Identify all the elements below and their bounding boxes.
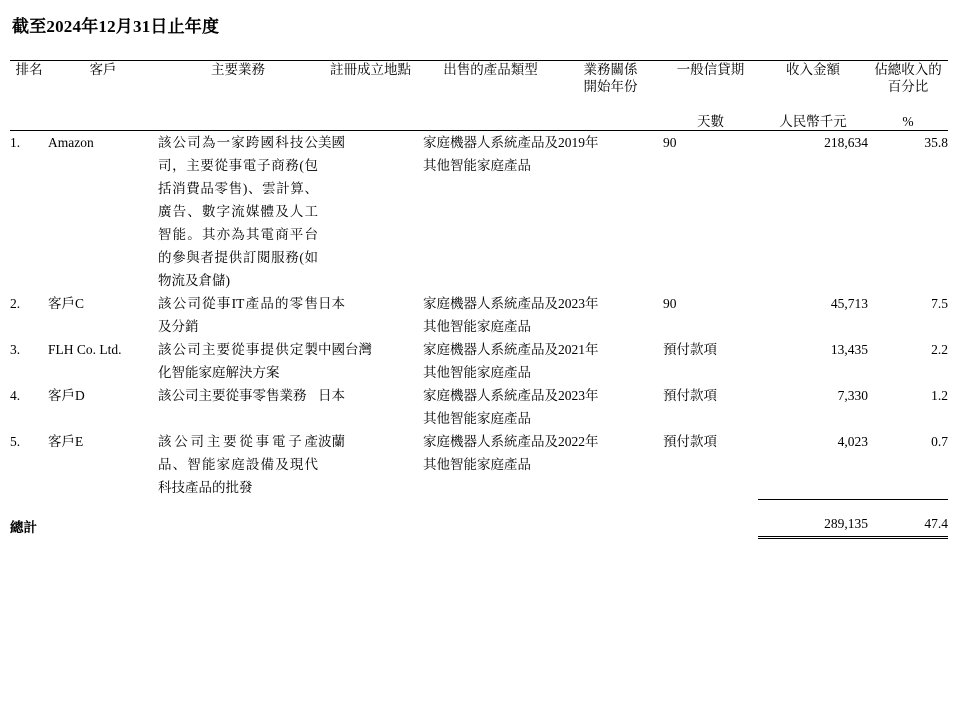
header-product: 出售的產品類型 [443,62,538,77]
table-total-row [10,516,948,536]
cell-product: 家庭機器人系統產品及其他智能家庭產品 [423,342,558,380]
total-product [423,516,558,536]
cell-customer: 客戶D [48,388,85,403]
table-subheader-row [10,113,948,131]
cell-credit: 預付款項 [663,342,717,357]
header-percentage-line2: 百分比 [887,79,929,94]
cell-place: 美國 [318,135,345,150]
subheader-amount-unit: 人民幣千元 [779,114,847,129]
total-place [318,516,423,536]
cell-business: 該公司主要從事零售業務 [158,388,307,403]
cell-percentage: 2.2 [931,342,948,357]
bottom-business [158,536,318,538]
bottom-credit [663,536,758,538]
bottom-customer [48,536,158,538]
cell-year: 2023年 [558,296,599,311]
cell-year: 2022年 [558,434,599,449]
total-business [158,516,318,536]
cell-year: 2021年 [558,342,599,357]
cell-credit: 預付款項 [663,388,717,403]
rule-percentage [868,499,948,516]
table-row [10,384,948,430]
cell-amount: 4,023 [837,434,868,449]
cell-amount: 218,634 [824,135,868,150]
bottom-year [558,536,663,538]
subheader-business [158,113,318,131]
total-credit [663,516,758,536]
table-row [10,338,948,384]
header-place: 註冊成立地點 [330,62,411,77]
double-rule-percentage [868,536,948,538]
subheader-credit-days: 天數 [697,114,724,129]
cell-amount: 13,435 [830,342,868,357]
cell-year: 2023年 [558,388,599,403]
spacer-customer [48,499,158,516]
total-amount: 289,135 [824,515,868,531]
spacer-business [158,499,318,516]
cell-percentage: 35.8 [924,135,948,150]
header-relationship-year [558,61,663,114]
cell-place: 日本 [318,388,345,403]
table-header-row [10,61,948,114]
cell-year: 2019年 [558,135,599,150]
cell-percentage: 0.7 [931,434,948,449]
cell-customer: Amazon [48,135,94,150]
bottom-product [423,536,558,538]
table-row [10,131,948,293]
customer-revenue-table [10,60,948,539]
cell-customer: FLH Co. Ltd. [48,342,122,357]
cell-rank: 4. [10,388,21,403]
cell-business: 該公司主要從事提供定製化智能家庭解決方案 [158,342,318,380]
rule-amount [758,499,868,516]
cell-business: 該公司為一家跨國科技公司，主要從事電子商務(包括消費品零售)、雲計算、廣告、數字流媒體及人工智能。其亦為其電商平台的參與者提供訂閱服務(如物流及倉儲) [158,135,318,288]
subheader-customer [48,113,158,131]
cell-business: 該公司從事IT產品的零售及分銷 [158,296,318,334]
spacer-credit [663,499,758,516]
cell-product: 家庭機器人系統產品及其他智能家庭產品 [423,296,558,334]
cell-product: 家庭機器人系統產品及其他智能家庭產品 [423,388,558,426]
cell-credit: 90 [663,135,677,150]
cell-credit: 90 [663,296,677,311]
table-subtotal-rule-row [10,499,948,516]
cell-rank: 1. [10,135,21,150]
double-rule-amount [758,536,868,538]
spacer-year [558,499,663,516]
spacer-product [423,499,558,516]
cell-rank: 5. [10,434,21,449]
table-bottom-rule-row [10,536,948,538]
cell-amount: 45,713 [830,296,868,311]
header-percentage [868,61,948,114]
header-relationship-year-line2: 開始年份 [583,79,638,94]
header-percentage-line1: 佔總收入的 [874,62,942,77]
cell-product: 家庭機器人系統產品及其他智能家庭產品 [423,135,558,173]
cell-customer: 客戶E [48,434,84,449]
header-amount: 收入金額 [786,62,840,77]
subheader-percent-unit: % [902,114,914,129]
cell-business: 該公司主要從事電子產品、智能家庭設備及現代科技產品的批發 [158,434,318,495]
page-title: 截至2024年12月31日止年度 [12,17,220,36]
subheader-rank [10,113,48,131]
cell-amount: 7,330 [837,388,868,403]
cell-credit: 預付款項 [663,434,717,449]
cell-percentage: 7.5 [931,296,948,311]
header-rank: 排名 [15,62,43,77]
cell-customer: 客戶C [48,296,85,311]
spacer-place [318,499,423,516]
subheader-product [423,113,558,131]
cell-place: 波蘭 [318,434,345,449]
cell-place: 日本 [318,296,345,311]
cell-rank: 3. [10,342,21,357]
header-business: 主要業務 [211,62,265,77]
spacer-rank [10,499,48,516]
cell-place: 中國台灣 [318,342,372,357]
cell-product: 家庭機器人系統產品及其他智能家庭產品 [423,434,558,472]
subheader-place [318,113,423,131]
bottom-place [318,536,423,538]
cell-rank: 2. [10,296,21,311]
total-year [558,516,663,536]
total-customer [48,516,158,536]
bottom-rank [10,536,48,538]
subheader-year [558,113,663,131]
header-relationship-year-line1: 業務關係 [583,62,638,77]
table-row [10,292,948,338]
cell-percentage: 1.2 [931,388,948,403]
table-row [10,430,948,499]
total-percentage: 47.4 [924,515,948,531]
header-credit-period: 一般信貸期 [676,62,745,77]
total-label: 總計 [10,519,37,535]
header-customer: 客戶 [89,62,117,77]
